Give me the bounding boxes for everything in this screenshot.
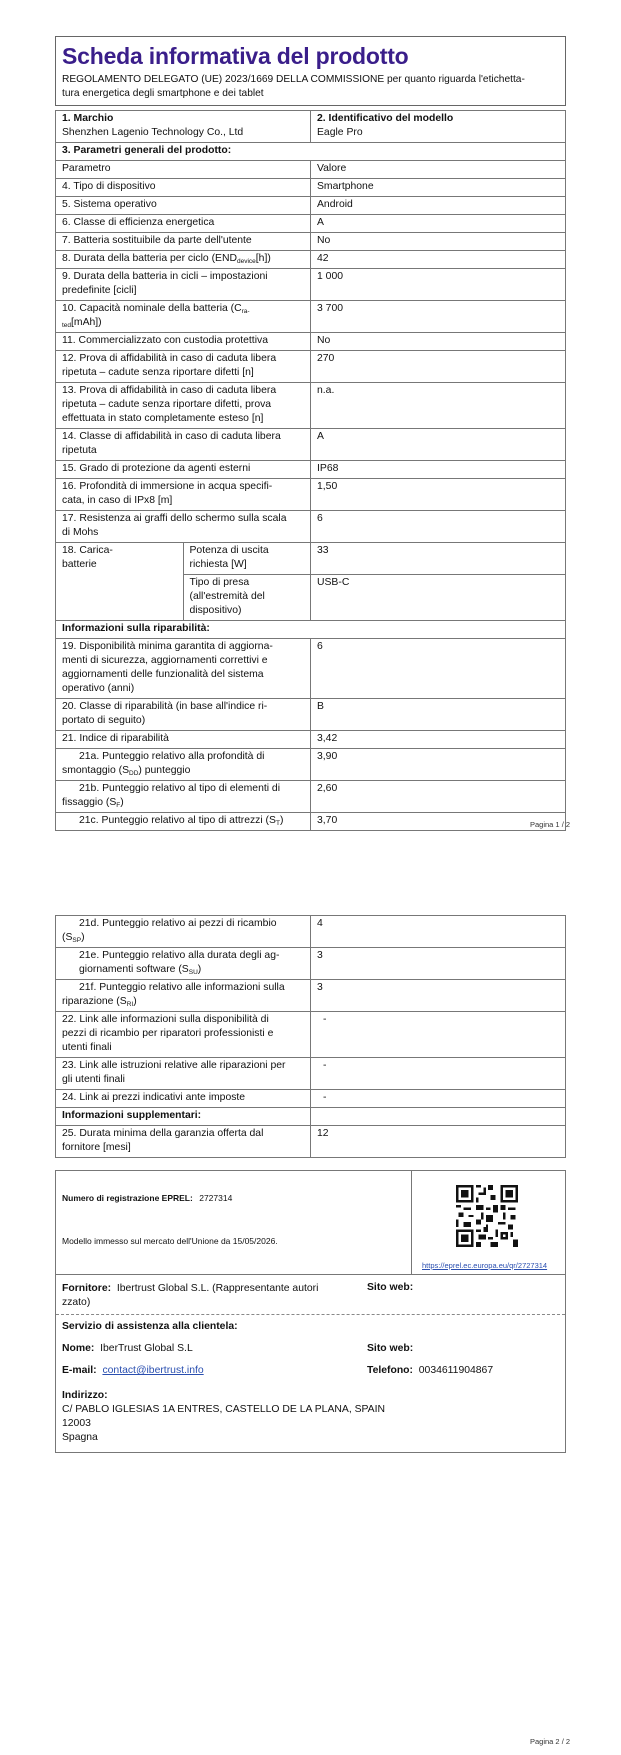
param-label: 9. Durata della batteria in cicli – impostazioni predefinite [cicli] <box>56 269 311 301</box>
param-value: 3,90 <box>311 749 566 781</box>
param-label: 8. Durata della batteria per ciclo $(END_{device}[h])$ <box>56 251 311 269</box>
param-value: 6 <box>311 639 566 699</box>
param-column-header: Parametro <box>56 161 311 179</box>
param-label: 12. Prova di affidabilità in caso di caduta libera ripetuta – cadute senza riportare difetti [n] <box>56 351 311 383</box>
table-row <box>56 948 566 980</box>
service-email: E-mail: contact@ibertrust.info <box>62 1365 204 1376</box>
param-value: 3 <box>311 980 566 1012</box>
table-row <box>56 333 566 351</box>
eprel-qr-link[interactable]: https://eprel.ec.europa.eu/qr/2727314 <box>422 1261 548 1270</box>
param-label: 14. Classe di affidabilità in caso di caduta libera ripetuta <box>56 429 311 461</box>
table-row <box>56 197 566 215</box>
product-parameters-table <box>55 110 566 831</box>
table-row <box>56 511 566 543</box>
param-value: IP68 <box>311 461 566 479</box>
table-row <box>56 916 566 948</box>
section-supplementary: Informazioni supplementari: <box>56 1108 311 1126</box>
table-row <box>56 429 566 461</box>
param-value: 2,60 <box>311 781 566 813</box>
param-label: 16. Profondità di immersione in acqua specifi- cata, in caso di IPx8 [m] <box>56 479 311 511</box>
param-label: 20. Classe di riparabilità (in base all'indice ri- portato di seguito) <box>56 699 311 731</box>
qr-code-icon[interactable] <box>456 1185 518 1247</box>
param-value: 270 <box>311 351 566 383</box>
param-label: 4. Tipo di dispositivo <box>56 179 311 197</box>
header-box <box>55 36 566 106</box>
param-label: 21. Indice di riparabilità <box>56 731 311 749</box>
param-label: 22. Link alle informazioni sulla disponibilità di pezzi di ricambio per riparatori professionisti e utenti finali <box>56 1012 311 1058</box>
table-row <box>56 731 566 749</box>
eprel-supplier-box <box>55 1170 566 1453</box>
param-label: 13. Prova di affidabilità in caso di caduta libera ripetuta – cadute senza riportare difetti, prova effettuata in stato completamente esteso [n] <box>56 383 311 429</box>
divider <box>56 1314 565 1315</box>
model-label: 2. Identificativo del modello <box>317 113 454 124</box>
param-label: 25. Durata minima della garanzia offerta dal fornitore [mesi] <box>56 1126 311 1158</box>
eprel-registration: Numero di registrazione EPREL: 2727314 <box>62 1193 233 1203</box>
document-title: Scheda informativa del prodotto <box>62 43 409 69</box>
section-repairability: Informazioni sulla riparabilità: <box>56 621 566 639</box>
email-link[interactable]: contact@ibertrust.info <box>102 1365 204 1376</box>
table-row <box>56 233 566 251</box>
market-placement-date: Modello immesso sul mercato dell'Unione da 15/05/2026. <box>62 1236 278 1246</box>
regulation-subtitle: REGOLAMENTO DELEGATO (UE) 2023/1669 DELLA COMMISSIONE per quanto riguarda l'etichetta- tura energetica degli smartphone e dei tablet <box>62 74 525 99</box>
repairability-table-continued <box>55 915 566 1158</box>
section-row <box>56 143 566 161</box>
brand-label: 1. Marchio <box>62 113 114 124</box>
table-row <box>56 461 566 479</box>
table-header-row <box>56 161 566 179</box>
param-label: 21b. Punteggio relativo al tipo di elementi di fissaggio $(S_F)$ <box>56 781 311 813</box>
table-row <box>56 215 566 233</box>
param-value: A <box>311 215 566 233</box>
param-label: 21e. Punteggio relativo alla durata degli ag- giornamenti software $(S_{SU})$ <box>56 948 311 980</box>
param-value: - <box>311 1012 566 1058</box>
param-label: 5. Sistema operativo <box>56 197 311 215</box>
table-row <box>56 111 566 143</box>
section-general-params: 3. Parametri generali del prodotto: <box>56 143 566 161</box>
param-value: Android <box>311 197 566 215</box>
param-value: 3 700 <box>311 301 566 333</box>
charger-power-label: Potenza di uscita richiesta [W] <box>183 543 311 575</box>
table-row <box>56 1058 566 1090</box>
service-address: Indirizzo: C/ PABLO IGLESIAS 1A ENTRES, CASTELLO DE LA PLANA, SPAIN 12003 Spagna <box>62 1390 386 1443</box>
param-value: - <box>311 1090 566 1108</box>
param-value: A <box>311 429 566 461</box>
param-label: 17. Resistenza ai graffi dello schermo sulla scala di Mohs <box>56 511 311 543</box>
param-label: 21a. Punteggio relativo alla profondità di smontaggio $(S_{DD})$ punteggio <box>56 749 311 781</box>
table-row <box>56 639 566 699</box>
param-value: n.a. <box>311 383 566 429</box>
param-value: 42 <box>311 251 566 269</box>
table-row <box>56 1012 566 1058</box>
param-label: 15. Grado di protezione da agenti esterni <box>56 461 311 479</box>
table-row <box>56 1126 566 1158</box>
brand-value: Shenzhen Lagenio Technology Co., Ltd <box>62 127 244 138</box>
table-row <box>56 301 566 333</box>
param-label: 11. Commercializzato con custodia protettiva <box>56 333 311 351</box>
param-value: 6 <box>311 511 566 543</box>
param-label: 6. Classe di efficienza energetica <box>56 215 311 233</box>
charger-label: 18. Carica- batterie <box>56 543 184 621</box>
param-label: 10. Capacità nominale della batteria ($C_{ra-}$ $_{ted}$[mAh]) <box>56 301 311 333</box>
param-label: 24. Link ai prezzi indicativi ante imposte <box>56 1090 311 1108</box>
service-phone: Telefono: 0034611904867 <box>367 1365 494 1376</box>
table-row <box>56 179 566 197</box>
table-row <box>56 251 566 269</box>
page-number: Pagina 1 / 2 <box>530 820 571 829</box>
param-value: 1,50 <box>311 479 566 511</box>
table-row <box>56 269 566 301</box>
param-value: 3,70 <box>311 813 566 831</box>
param-label: 19. Disponibilità minima garantita di aggiorna- menti di sicurezza, aggiornamenti correttivi e aggiornamenti delle funzionalità del sistema operativo (anni) <box>56 639 311 699</box>
supplier-website-label: Sito web: <box>367 1282 414 1293</box>
param-label: 21f. Punteggio relativo alle informazioni sulla riparazione $(S_{RI})$ <box>56 980 311 1012</box>
param-label: 21d. Punteggio relativo ai pezzi di ricambio $(S_{SP})$ <box>56 916 311 948</box>
section-row <box>56 621 566 639</box>
param-label: 23. Link alle istruzioni relative alle riparazioni per gli utenti finali <box>56 1058 311 1090</box>
table-row <box>56 1090 566 1108</box>
table-row <box>56 479 566 511</box>
service-name: Nome: IberTrust Global S.L <box>62 1343 193 1354</box>
table-row <box>56 699 566 731</box>
value-column-header: Valore <box>311 161 566 179</box>
model-value: Eagle Pro <box>317 127 363 138</box>
param-value: - <box>311 1058 566 1090</box>
charger-plug-label: Tipo di presa (all'estremità del dispositivo) <box>183 575 311 621</box>
table-row <box>56 781 566 813</box>
param-label: 21c. Punteggio relativo al tipo di attrezzi $(S_T)$ <box>56 813 311 831</box>
param-value: Smartphone <box>311 179 566 197</box>
param-value: 1 000 <box>311 269 566 301</box>
param-value: No <box>311 233 566 251</box>
charger-plug-value: USB-C <box>311 575 566 621</box>
param-value: B <box>311 699 566 731</box>
customer-service-title: Servizio di assistenza alla clientela: <box>62 1321 238 1332</box>
charger-power-value: 33 <box>311 543 566 575</box>
page-number: Pagina 2 / 2 <box>530 1737 571 1746</box>
table-row <box>56 813 566 831</box>
table-row <box>56 543 566 575</box>
param-value: No <box>311 333 566 351</box>
table-row <box>56 383 566 429</box>
param-value: 12 <box>311 1126 566 1158</box>
param-label: 7. Batteria sostituibile da parte dell'utente <box>56 233 311 251</box>
section-row <box>56 1108 566 1126</box>
table-row <box>56 351 566 383</box>
table-row <box>56 749 566 781</box>
param-value: 4 <box>311 916 566 948</box>
param-value: 3,42 <box>311 731 566 749</box>
eprel-registration-number: 2727314 <box>199 1193 233 1203</box>
supplier-info: Fornitore: Ibertrust Global S.L. (Rappresentante autori zzato) <box>62 1283 319 1308</box>
param-value: 3 <box>311 948 566 980</box>
service-website-label: Sito web: <box>367 1343 414 1354</box>
table-row <box>56 980 566 1012</box>
